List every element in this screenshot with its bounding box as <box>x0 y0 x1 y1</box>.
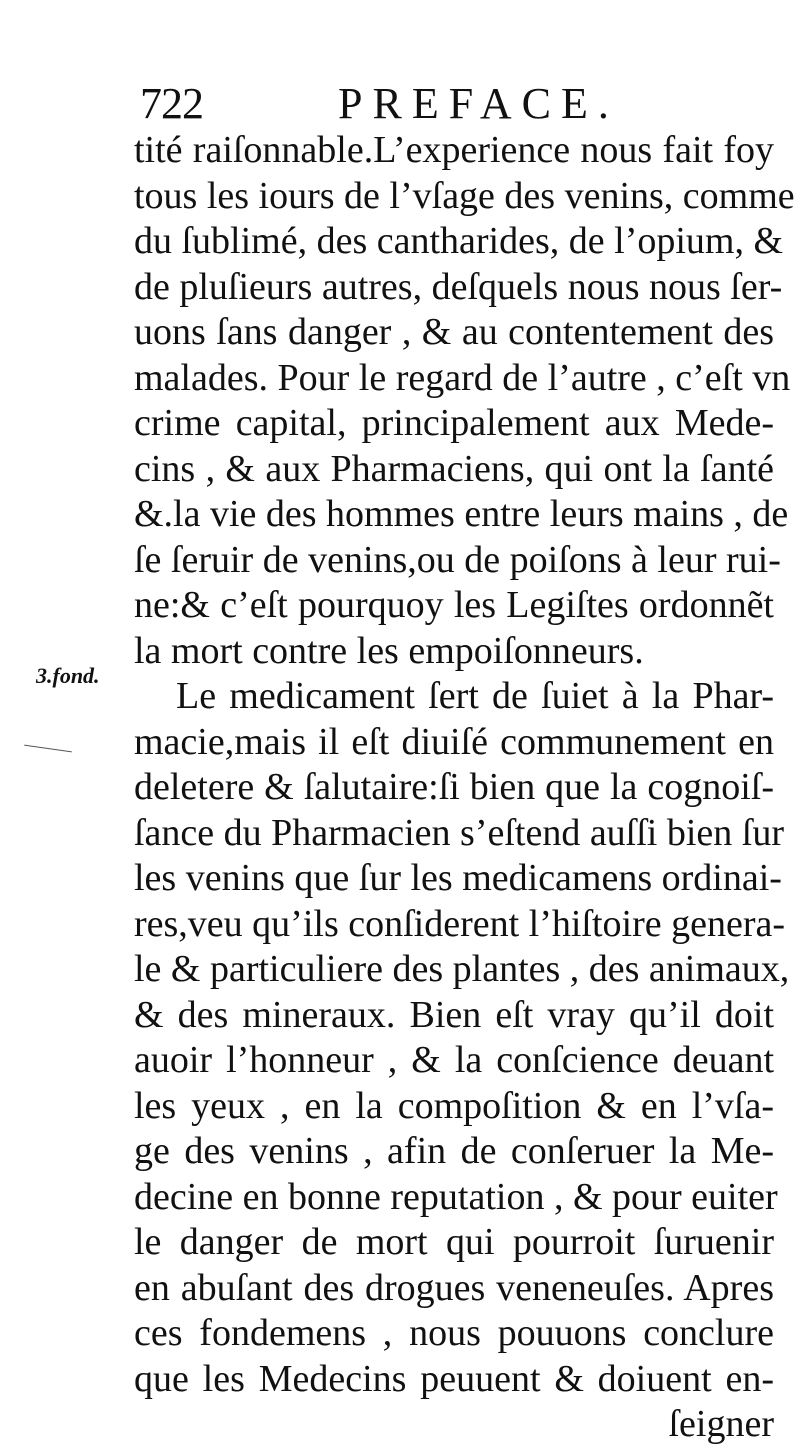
margin-note: 3.fond. <box>36 663 100 688</box>
text-line: uons ſans danger , & au contentement des <box>134 311 774 353</box>
body-text <box>134 128 795 1448</box>
text-line: auoir l’honneur , & la conſcience deuant <box>134 1039 774 1081</box>
running-title: PREFACE. <box>338 79 619 128</box>
page-number: 722 <box>140 79 203 128</box>
text-line: ſe ſeruir de venins,ou de poiſons à leur rui- <box>134 538 781 581</box>
text-line: ge des venins , afin de conſeruer la Me- <box>134 1130 774 1172</box>
text-line: tous les iours de l’vſage des venins, comme <box>134 174 795 217</box>
text-line: le & particuliere des plantes , des animaux, <box>134 948 790 990</box>
paragraph-start-line: Le medicament ſert de ſuiet à la Phar- <box>176 675 774 717</box>
text-line: le danger de mort qui pourroit ſuruenir <box>134 1221 774 1263</box>
text-line: res,veu qu’ils conſiderent l’hiſtoire genera- <box>134 902 786 945</box>
text-line: &.la vie des hommes entre leurs mains , de <box>134 493 789 535</box>
text-line: macie,mais il eſt diuiſé communement en <box>134 720 774 763</box>
page-header <box>140 70 760 130</box>
text-line: cins , & aux Pharmaciens, qui ont la ſanté <box>134 447 774 490</box>
text-line: de pluſieurs autres, deſquels nous nous ſer- <box>134 265 783 308</box>
margin-stroke <box>24 745 72 753</box>
text-line: ne:& c’eſt pourquoy les Legiſtes ordonnẽt <box>134 584 774 626</box>
text-line: ces fondemens , nous pouuons conclure <box>134 1312 774 1354</box>
text-line: malades. Pour le regard de l’autre , c’eſt vn <box>134 356 791 399</box>
paragraph-end-line: la mort contre les empoiſonneurs. <box>134 629 644 672</box>
text-line: les yeux , en la compoſition & en l’vſa- <box>134 1084 774 1127</box>
text-line: decine en bonne reputation , & pour euiter <box>134 1175 778 1218</box>
text-line: deletere & ſalutaire:ſi bien que la cognoiſ- <box>134 766 774 808</box>
text-line: du ſublimé, des cantharides, de l’opium, & <box>134 220 784 262</box>
text-line: tité raiſonnable.L’experience nous fait foy <box>134 129 774 171</box>
text-line: crime capital, principalement aux Mede- <box>134 402 774 444</box>
catchword: ſeigner <box>668 1403 774 1445</box>
text-line: & des mineraux. Bien eſt vray qu’il doit <box>134 993 774 1036</box>
text-line: que les Medecins peuuent & doiuent en- <box>134 1357 774 1400</box>
text-line: ſance du Pharmacien s’eſtend auſſi bien ſur <box>134 811 784 854</box>
text-line: les venins que ſur les medicamens ordinai- <box>134 857 782 899</box>
text-line: en abuſant des drogues veneneuſes. Apres <box>134 1266 774 1309</box>
